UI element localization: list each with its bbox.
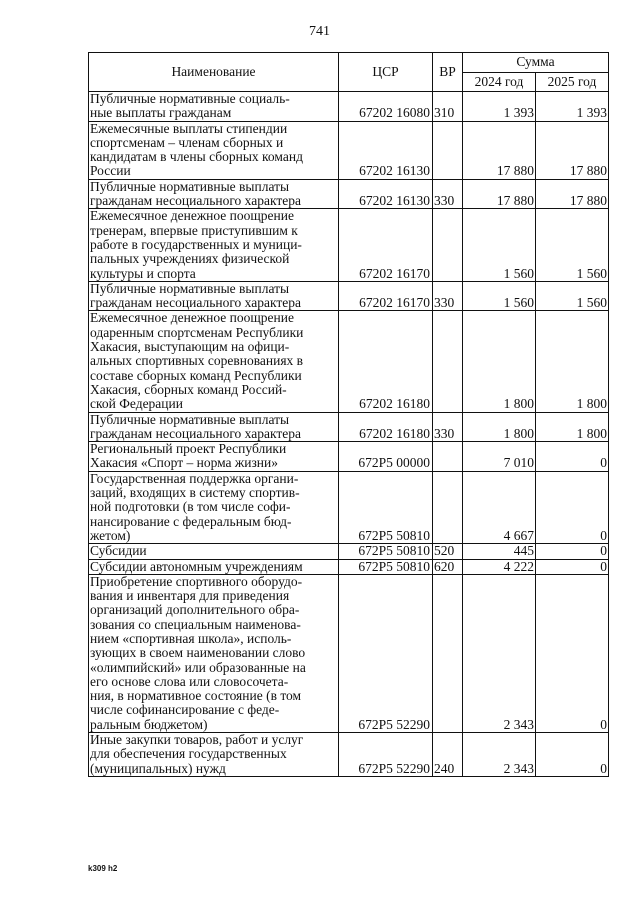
row-sum-2024-cell: 4 222 (463, 559, 536, 574)
row-vr-cell: 330 (433, 412, 463, 442)
row-csr-cell: 67202 16180 (339, 412, 433, 442)
row-sum-2024-cell: 17 880 (463, 179, 536, 209)
row-name-cell: Субсидии (89, 544, 339, 559)
row-vr-cell: 520 (433, 544, 463, 559)
row-csr-cell: 67202 16180 (339, 311, 433, 412)
row-sum-2025-cell: 0 (536, 559, 609, 574)
row-csr-cell: 672Р5 50810 (339, 471, 433, 543)
table-row (89, 733, 609, 777)
row-sum-2025-cell: 17 880 (536, 179, 609, 209)
table-row (89, 209, 609, 281)
row-vr-cell: 240 (433, 733, 463, 777)
row-csr-cell: 67202 16170 (339, 281, 433, 311)
table-body (89, 92, 609, 777)
row-csr-cell: 67202 16080 (339, 92, 433, 122)
row-name-cell: Публичные нормативные выплаты гражданам несоциального характера (89, 412, 339, 442)
row-sum-2024-cell: 1 393 (463, 92, 536, 122)
table-row (89, 544, 609, 559)
row-vr-cell (433, 209, 463, 281)
table-row (89, 179, 609, 209)
footer-code: k309 h2 (88, 864, 118, 873)
row-sum-2025-cell: 1 800 (536, 412, 609, 442)
row-vr-cell: 330 (433, 281, 463, 311)
row-sum-2024-cell: 1 560 (463, 209, 536, 281)
row-sum-2024-cell: 1 560 (463, 281, 536, 311)
row-sum-2025-cell: 1 560 (536, 281, 609, 311)
row-sum-2024-cell: 2 343 (463, 733, 536, 777)
row-sum-2025-cell: 1 800 (536, 311, 609, 412)
row-sum-2025-cell: 17 880 (536, 121, 609, 179)
row-sum-2025-cell: 0 (536, 442, 609, 472)
row-sum-2024-cell: 2 343 (463, 574, 536, 732)
row-sum-2025-cell: 0 (536, 544, 609, 559)
row-name-cell: Публичные нормативные выплаты гражданам несоциального характера (89, 281, 339, 311)
row-vr-cell (433, 574, 463, 732)
row-vr-cell: 310 (433, 92, 463, 122)
row-csr-cell: 67202 16130 (339, 179, 433, 209)
row-name-cell: Государственная поддержка органи- заций, входящих в систему спортив- ной подготовки (в том числе софи- нансирование с федеральным бюд- жетом) (89, 471, 339, 543)
row-sum-2025-cell: 0 (536, 471, 609, 543)
row-name-cell: Иные закупки товаров, работ и услуг для обеспечения государственных (муниципальных) нужд (89, 733, 339, 777)
row-csr-cell: 672Р5 50810 (339, 559, 433, 574)
row-vr-cell (433, 121, 463, 179)
table-row (89, 92, 609, 122)
row-name-cell: Субсидии автономным учреждениям (89, 559, 339, 574)
row-name-cell: Публичные нормативные социаль- ные выплаты гражданам (89, 92, 339, 122)
row-csr-cell: 672Р5 52290 (339, 733, 433, 777)
row-vr-cell (433, 311, 463, 412)
table-row (89, 471, 609, 543)
row-name-cell: Ежемесячное денежное поощрение одаренным спортсменам Республики Хакасия, выступающим на офици- альных спортивных соревнованиях в составе сборных команд Республики Хакасия, сборных команд Россий- ской Федерации (89, 311, 339, 412)
row-csr-cell: 672Р5 52290 (339, 574, 433, 732)
row-csr-cell: 67202 16170 (339, 209, 433, 281)
table-row (89, 121, 609, 179)
header-name: Наименование (89, 53, 339, 92)
header-sum: Сумма (463, 53, 609, 73)
row-sum-2024-cell: 4 667 (463, 471, 536, 543)
table-row (89, 559, 609, 574)
row-name-cell: Публичные нормативные выплаты гражданам несоциального характера (89, 179, 339, 209)
header-year-2024: 2024 год (463, 73, 536, 92)
row-sum-2025-cell: 1 560 (536, 209, 609, 281)
row-name-cell: Региональный проект Республики Хакасия «Спорт – норма жизни» (89, 442, 339, 472)
row-name-cell: Ежемесячные выплаты стипендии спортсменам – членам сборных и кандидатам в члены сборных команд России (89, 121, 339, 179)
row-name-cell: Приобретение спортивного оборудо- вания и инвентаря для приведения организаций дополнительного обра- зования со специальным наименова- нием «спортивная школа», исполь- зующих в своем наименовании слово «олимпийский» или образованные на его основе слова или словосочета- ния, в нормативное состояние (в том числе софинансирование с феде- ральным бюджетом) (89, 574, 339, 732)
table-row (89, 412, 609, 442)
row-sum-2024-cell: 1 800 (463, 412, 536, 442)
row-vr-cell: 620 (433, 559, 463, 574)
row-sum-2024-cell: 17 880 (463, 121, 536, 179)
header-csr: ЦСР (339, 53, 433, 92)
row-csr-cell: 67202 16130 (339, 121, 433, 179)
table-row (89, 311, 609, 412)
header-year-2025: 2025 год (536, 73, 609, 92)
row-sum-2025-cell: 0 (536, 733, 609, 777)
row-sum-2024-cell: 1 800 (463, 311, 536, 412)
page-number: 741 (309, 24, 330, 39)
header-vr: ВР (433, 53, 463, 92)
row-vr-cell: 330 (433, 179, 463, 209)
row-name-cell: Ежемесячное денежное поощрение тренерам, впервые приступившим к работе в государственных и муници- пальных учреждениях физической культуры и спорта (89, 209, 339, 281)
table-row (89, 574, 609, 732)
row-sum-2025-cell: 1 393 (536, 92, 609, 122)
table-row (89, 442, 609, 472)
row-sum-2024-cell: 445 (463, 544, 536, 559)
row-sum-2024-cell: 7 010 (463, 442, 536, 472)
budget-table (88, 52, 609, 777)
row-csr-cell: 672Р5 00000 (339, 442, 433, 472)
row-vr-cell (433, 442, 463, 472)
row-sum-2025-cell: 0 (536, 574, 609, 732)
table-row (89, 281, 609, 311)
row-vr-cell (433, 471, 463, 543)
row-csr-cell: 672Р5 50810 (339, 544, 433, 559)
